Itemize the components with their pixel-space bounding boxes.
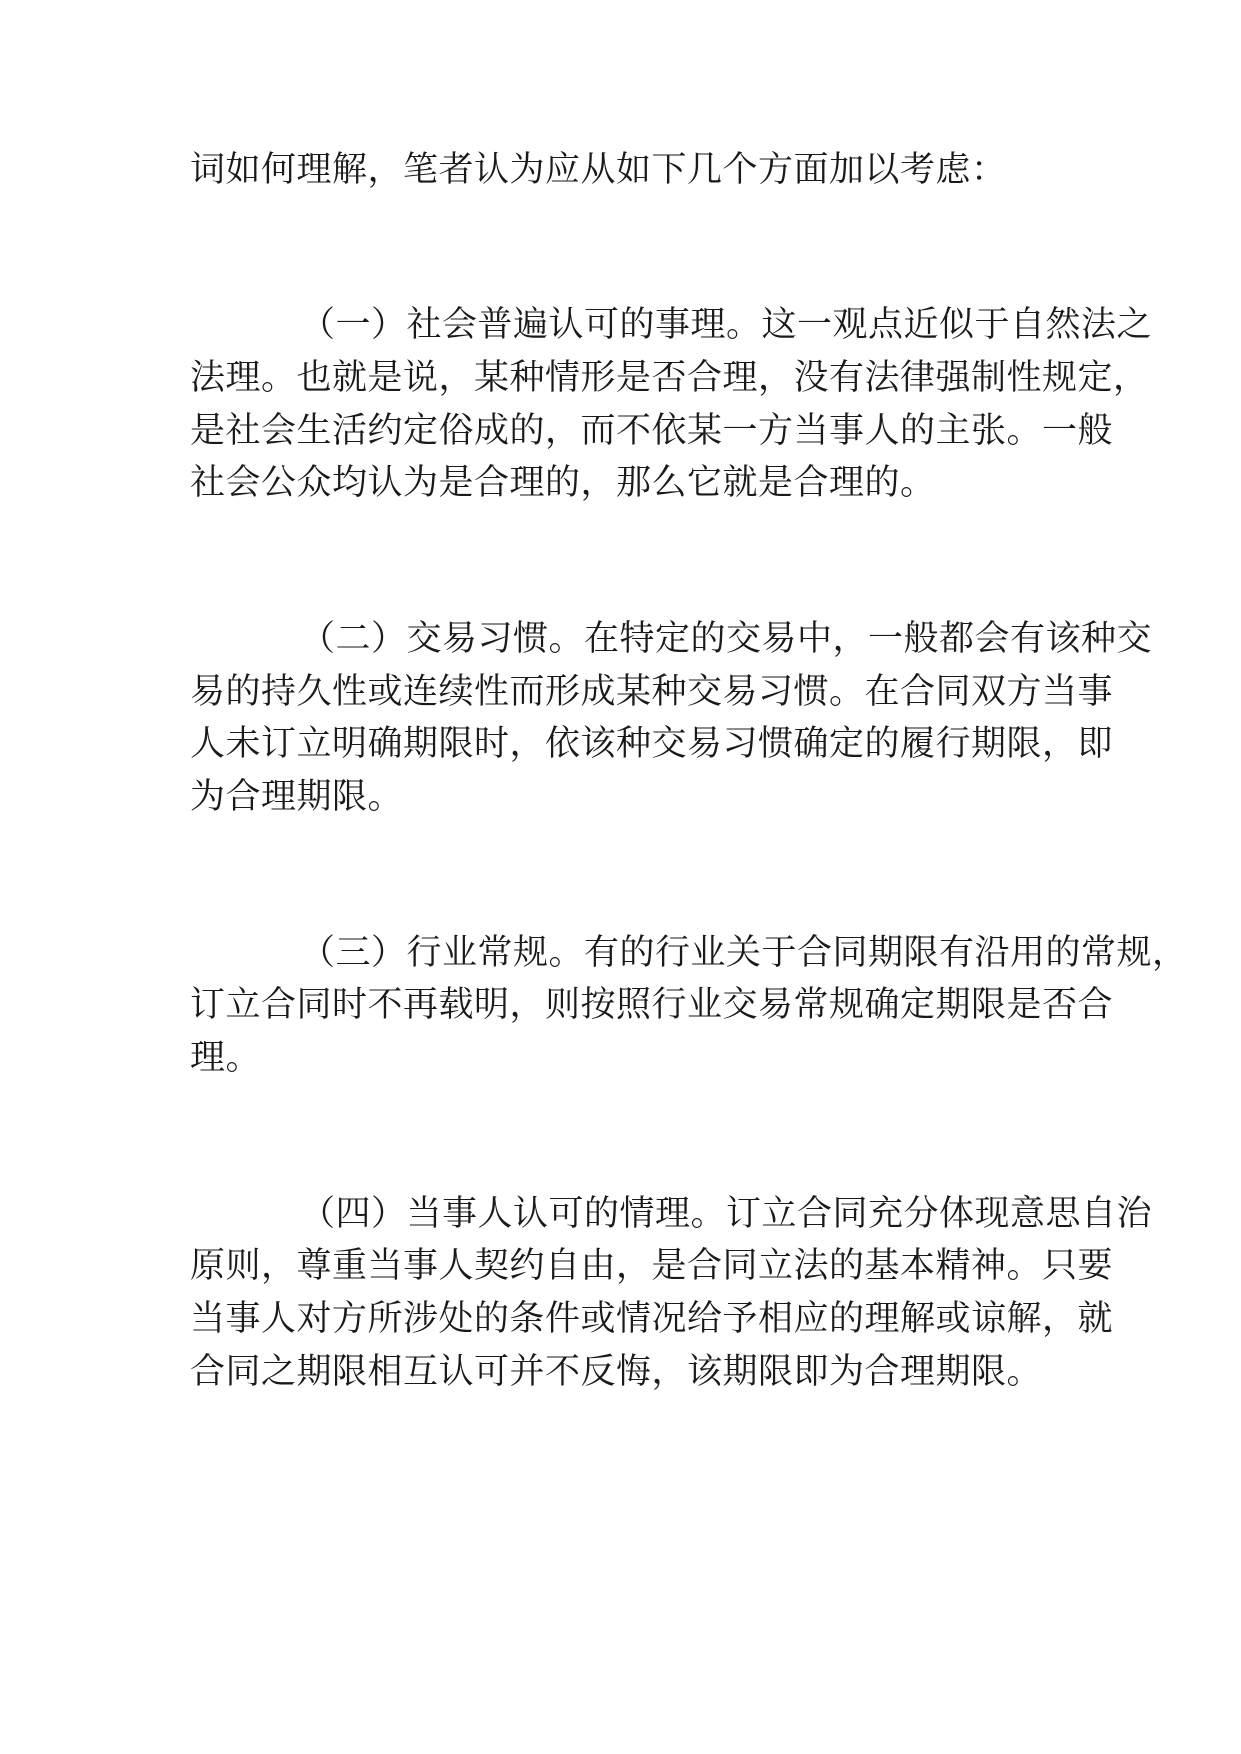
paragraph-3-line-2: 订立合同时不再载明，则按照行业交易常规确定期限是否合 <box>190 985 1114 1025</box>
paragraph-4-line-4: 合同之期限相互认可并不反悔，该期限即为合理期限。 <box>190 1352 1043 1392</box>
paragraph-2-line-2: 易的持久性或连续性而形成某种交易习惯。在合同双方当事 <box>190 672 1114 712</box>
paragraph-4-line-3: 当事人对方所涉处的条件或情况给予相应的理解或谅解，就 <box>190 1299 1114 1339</box>
paragraph-1-line-4: 社会公众均认为是合理的，那么它就是合理的。 <box>190 463 936 503</box>
paragraph-2-line-3: 人未订立明确期限时，依该种交易习惯确定的履行期限，即 <box>190 724 1114 764</box>
paragraph-3-line-3: 理。 <box>190 1038 262 1078</box>
paragraph-4-line-2: 原则，尊重当事人契约自由，是合同立法的基本精神。只要 <box>190 1246 1114 1286</box>
intro-line: 词如何理解，笔者认为应从如下几个方面加以考虑： <box>190 150 1007 190</box>
paragraph-1-line-3: 是社会生活约定俗成的，而不依某一方当事人的主张。一般 <box>190 411 1114 451</box>
paragraph-2-line-1: （二）交易习惯。在特定的交易中，一般都会有该种交 <box>300 619 1153 659</box>
paragraph-3-line-1: （三）行业常规。有的行业关于合同期限有沿用的常规， <box>300 933 1188 973</box>
paragraph-2-line-4: 为合理期限。 <box>190 777 404 817</box>
paragraph-4-line-1: （四）当事人认可的情理。订立合同充分体现意思自治 <box>300 1194 1153 1234</box>
paragraph-1-line-2: 法理。也就是说，某种情形是否合理，没有法律强制性规定， <box>190 358 1149 398</box>
paragraph-1-line-1: （一）社会普遍认可的事理。这一观点近似于自然法之 <box>300 305 1153 345</box>
